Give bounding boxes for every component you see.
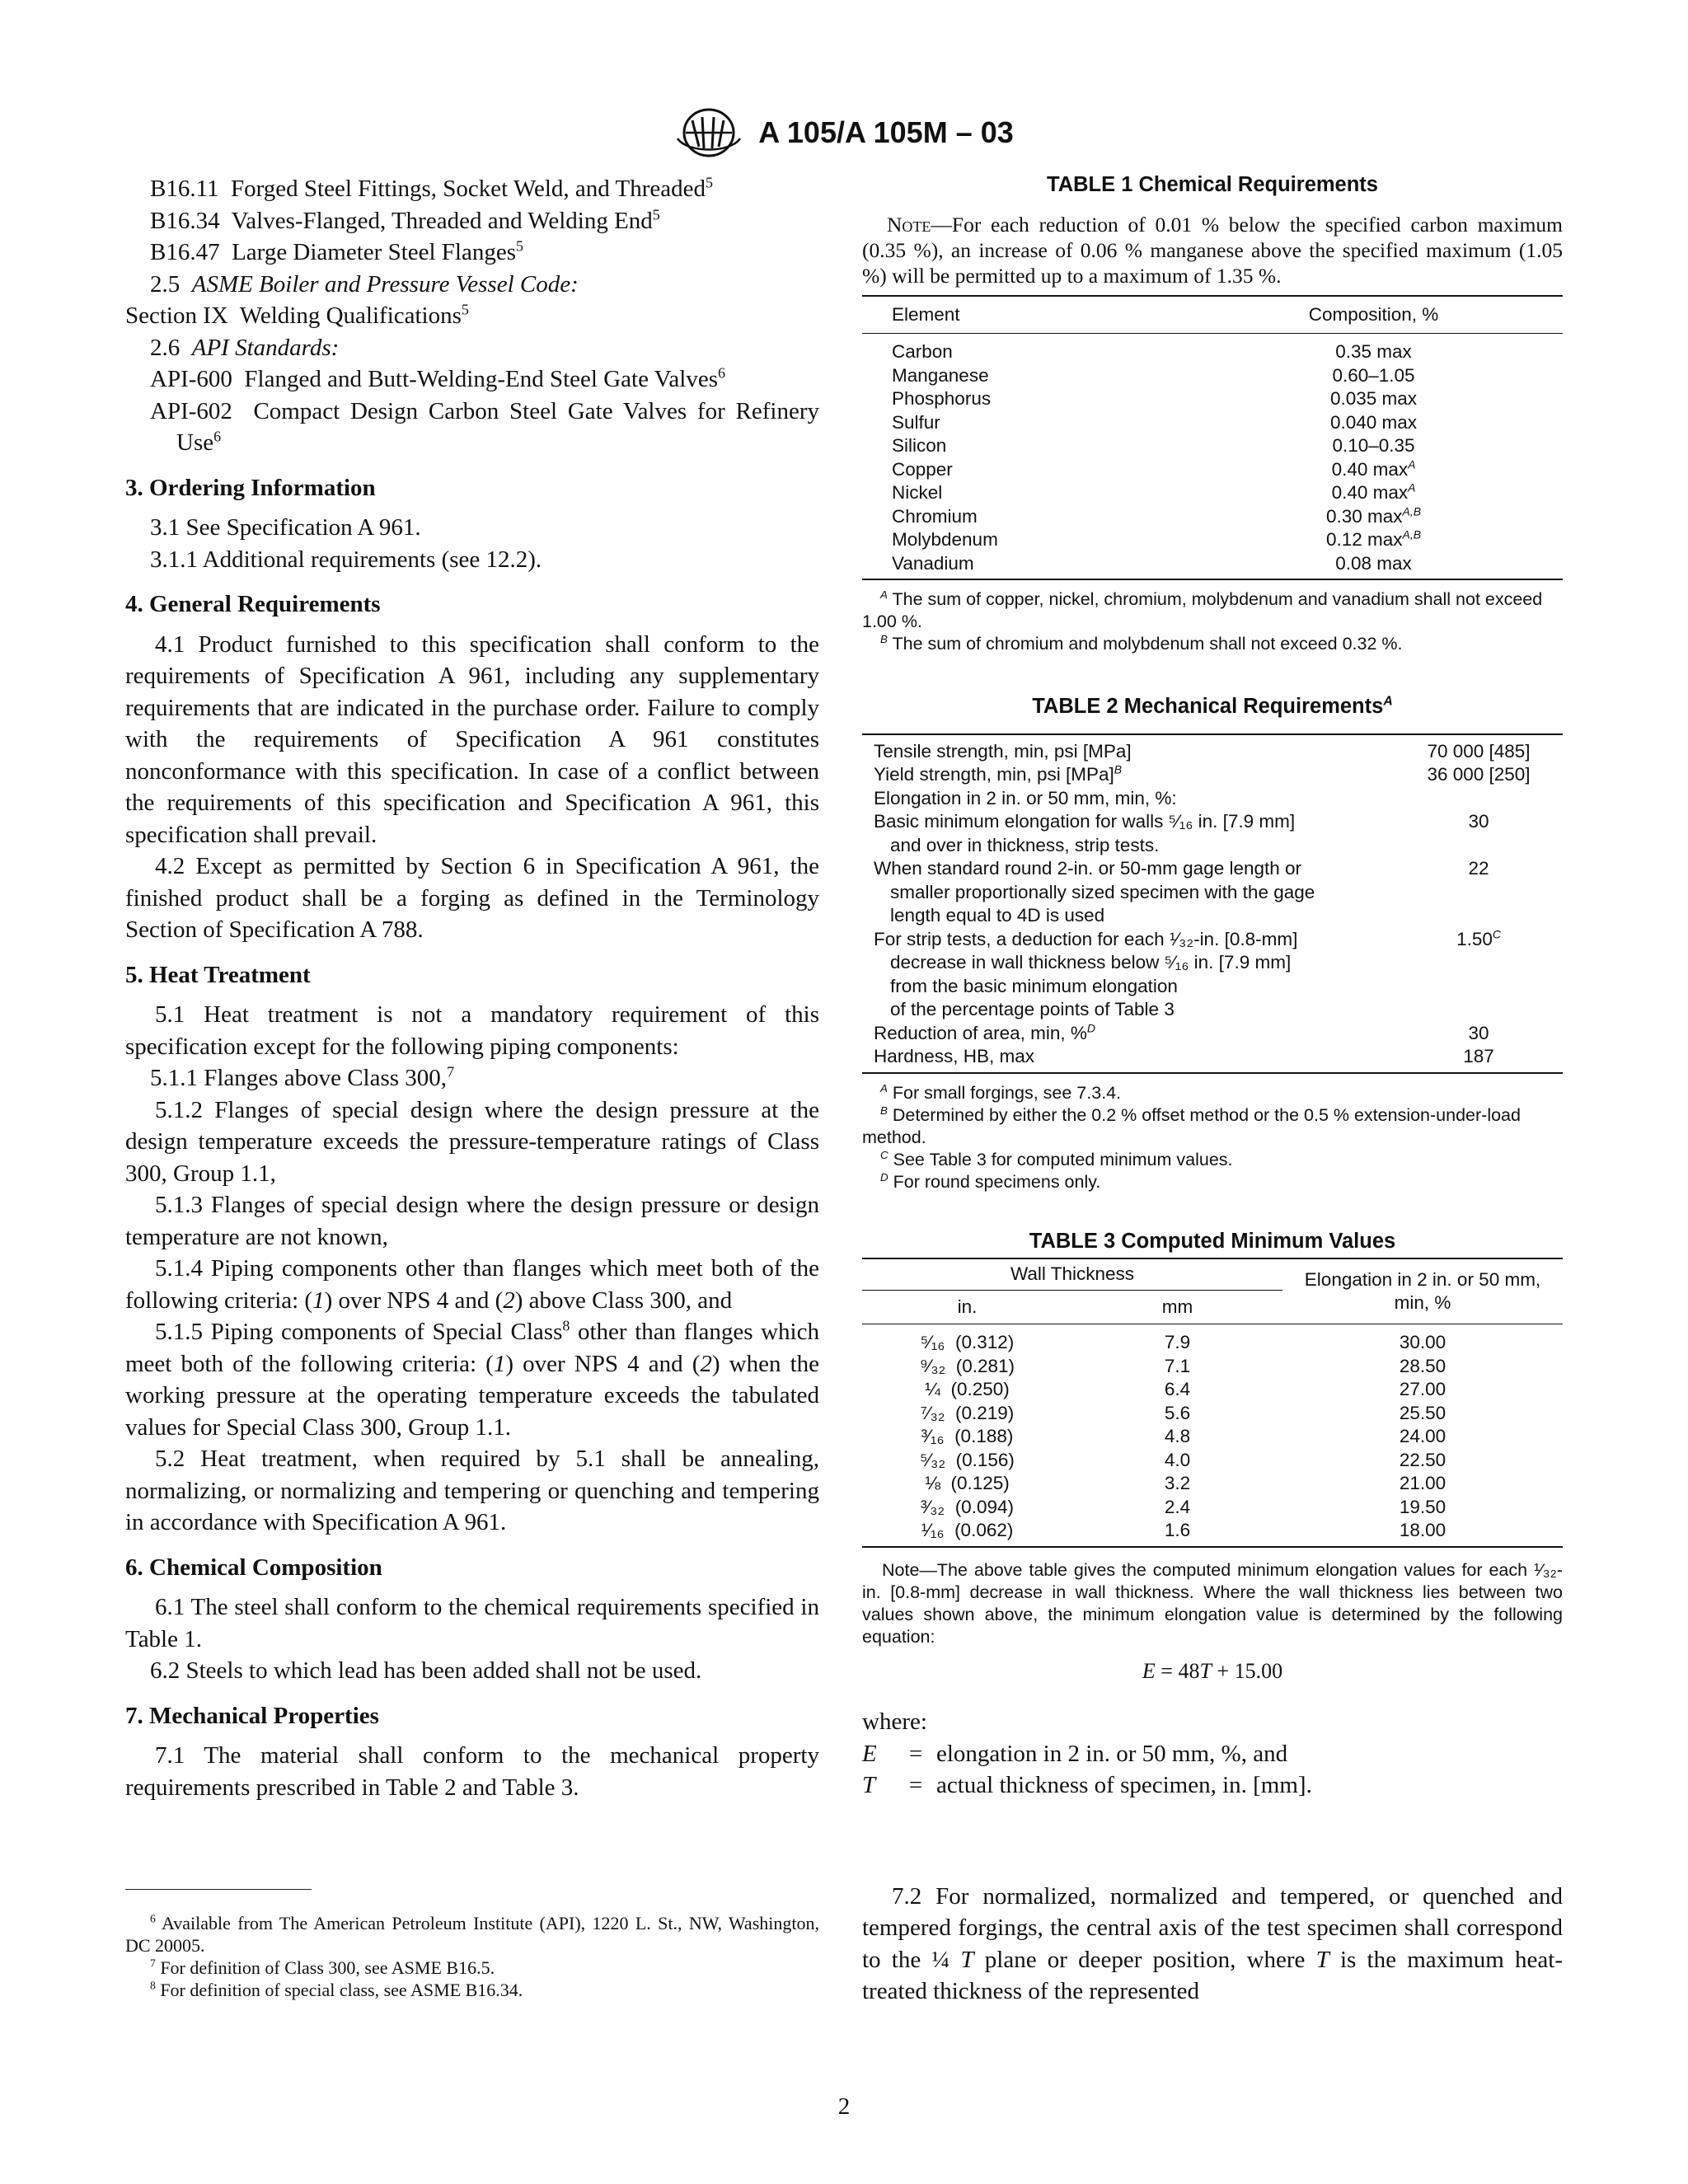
table-2: [862, 695, 1563, 1193]
footnote-8: $^8$ For definition of special class, see ASME B16.34.: [150, 1979, 523, 2000]
column-header-composition: Composition, %: [1308, 303, 1439, 325]
paragraph-3-1-1: 3.1.1 Additional requirements (see 12.2).: [150, 546, 542, 573]
paragraph-3-1: 3.1 See Specification A 961.: [150, 514, 421, 541]
table-2-footnote-a: $^A$ For small forgings, see 7.3.4.: [880, 1081, 1122, 1103]
table-1-title: TABLE 1 Chemical Requirements: [1047, 173, 1378, 196]
elongation-equation: E = 48T + 15.00: [1142, 1658, 1283, 1683]
table-row: Hardness, HB, max 187: [874, 1046, 1494, 1066]
reference-api-602: API-602 Compact Design Carbon Steel Gate Valves for Refinery Use$^6$: [150, 397, 819, 456]
table-header-row: [862, 1258, 1563, 1290]
where-label: where:: [862, 1708, 927, 1735]
table-row: Yield strength, min, psi [MPa]$^B$ 36 000 [250]: [874, 762, 1531, 785]
table-row: Manganese 0.60–1.05: [892, 364, 1415, 386]
section-heading-3: 3. Ordering Information: [125, 474, 376, 501]
reference-section-ix: Section IX Welding Qualifications$^5$: [125, 301, 469, 329]
table-row: ³⁄₃₂ (0.094) 2.4 19.50: [921, 1496, 1447, 1517]
paragraph-5-2: 5.2 Heat treatment, when required by 5.1 shall be annealing, normalizing, or normalizing and tempering or quenching and tempering in accordance with Specification A 961.: [125, 1446, 819, 1535]
table-row: Reduction of area, min, %$^D$ 30: [874, 1021, 1489, 1043]
table-row: Nickel 0.40 $\max^A$: [892, 480, 1416, 503]
table-row: For strip tests, a deduction for each ¹⁄₃₂-in. [0.8-mm] decrease in wall thickness below ⁵⁄₁₆ in. [7.9 mm] from the basic minimum elongation of the percentage points of Table 3 $1.50^C$: [874, 927, 1501, 1019]
table-2-title: TABLE 2 Mechanical Requirements$^A$: [1032, 694, 1393, 718]
table-1-footnotes: [862, 588, 1563, 655]
reference-api-600: API-600 Flanged and Butt-Welding-End Steel Gate Valves$^6$: [150, 364, 725, 392]
footnote-7: $^7$ For definition of Class 300, see ASME B16.5.: [150, 1957, 495, 1978]
paragraph-6-2: 6.2 Steels to which lead has been added shall not be used.: [150, 1657, 702, 1684]
table-1: [862, 173, 1563, 655]
column-group-wall-thickness: Wall Thickness: [862, 1258, 1282, 1290]
table-row: Carbon 0.35 max: [892, 341, 1412, 362]
table-row: ¹⁄₁₆ (0.062) 1.6 18.00: [921, 1520, 1447, 1540]
table-row: Basic minimum elongation for walls ⁵⁄₁₆ in. [7.9 mm] and over in thickness, strip tests. 30: [874, 811, 1489, 855]
page-header: [0, 105, 1688, 160]
table-row: Tensile strength, min, psi [MPa] 70 000 [485]: [874, 740, 1531, 762]
table-row: ⁷⁄₃₂ (0.219) 5.6 25.50: [920, 1402, 1447, 1423]
table-3-note: Note—The above table gives the computed minimum elongation values for each ¹⁄₃₂-in. [0.8-mm] decrease in wall thickness. Where the wall thickness lies between two values shown above, the minimum elongation value is determined by the following equation:: [862, 1559, 1563, 1647]
section-heading-4: 4. General Requirements: [125, 591, 381, 617]
paragraph-4-2: 4.2 Except as permitted by Section 6 in Specification A 961, the finished product shall be a forging as defined in the Terminology Section of Specification A 788.: [125, 853, 819, 943]
table-3-title: TABLE 3 Computed Minimum Values: [1029, 1229, 1396, 1253]
table-row: Silicon 0.10–0.35: [892, 435, 1415, 456]
paragraph-5-1-3: 5.1.3 Flanges of special design where the design pressure or design temperature are not known,: [125, 1192, 819, 1250]
table-1-note: Note—For each reduction of 0.01 % below the specified carbon maximum (0.35 %), an increase of 0.06 % manganese above the specified maximum (1.05 %) will be permitted up to a maximum of 1.35 %.: [862, 212, 1563, 288]
section-2-6: 2.6 API Standards:: [150, 334, 340, 361]
table-row: Phosphorus 0.035 max: [892, 388, 1418, 409]
left-column: [125, 173, 820, 1803]
column-header-elongation: Elongation in 2 in. or 50 mm, min, %: [1282, 1258, 1563, 1324]
table-row: Sulfur 0.040 max: [892, 411, 1418, 433]
equation-definitions: [862, 1706, 1563, 1802]
table-row: Elongation in 2 in. or 50 mm, min, %:: [874, 787, 1177, 808]
footnote-6: $^6$ Available from The American Petroleum Institute (API), 1220 L. St., NW, Washington, DC 20005.: [125, 1912, 819, 1956]
table-row: When standard round 2-in. or 50-mm gage length or smaller proportionally sized specimen with the gage length equal to 4D is used 22: [874, 858, 1489, 926]
right-column: [862, 173, 1563, 2008]
column-header-element: Element: [892, 303, 960, 325]
page-number: 2: [837, 2093, 851, 2120]
definition-e: E = elongation in 2 in. or 50 mm, %, and: [862, 1740, 1288, 1767]
table-row: Vanadium 0.08 max: [862, 552, 1563, 580]
paragraph-6-1: 6.1 The steel shall conform to the chemical requirements specified in Table 1.: [125, 1594, 819, 1652]
section-heading-6: 6. Chemical Composition: [125, 1554, 382, 1581]
table-3-grid: [862, 1258, 1563, 1548]
page-footnotes: [125, 1912, 819, 2001]
table-2-grid: [862, 733, 1563, 1074]
definition-t: T = actual thickness of specimen, in. [mm].: [862, 1772, 1312, 1798]
section-heading-7: 7. Mechanical Properties: [125, 1702, 379, 1729]
table-row: ⁵⁄₃₂ (0.156) 4.0 22.50: [920, 1449, 1447, 1470]
paragraph-5-1: 5.1 Heat treatment is not a mandatory requirement of this specification except for the following piping components:: [125, 1001, 819, 1060]
section-2-5: 2.5 ASME Boiler and Pressure Vessel Code:: [150, 270, 579, 298]
table-1-footnote-a: $^A$ The sum of copper, nickel, chromium, molybdenum and vanadium shall not exceed 1.00 %.: [862, 588, 1543, 631]
table-row: ¼ (0.250) 6.4 27.00: [925, 1379, 1447, 1399]
paragraph-7-1: 7.1 The material shall conform to the mechanical property requirements prescribed in Table 2 and Table 3.: [125, 1742, 819, 1801]
reference-b16-47: B16.47 Large Diameter Steel Flanges$^5$: [150, 237, 524, 265]
reference-b16-11: B16.11 Forged Steel Fittings, Socket Weld, and Threaded$^5$: [150, 174, 713, 202]
reference-b16-34: B16.34 Valves-Flanged, Threaded and Welding End$^5$: [150, 205, 660, 234]
column-header-mm: mm: [1072, 1290, 1282, 1324]
table-3: [862, 1230, 1563, 1684]
table-1-grid: [862, 295, 1563, 581]
table-2-footnotes: [862, 1082, 1563, 1193]
table-1-footnote-b: $^B$ The sum of chromium and molybdenum shall not exceed 0.32 %.: [880, 632, 1403, 654]
table-3-body: [862, 1324, 1563, 1547]
paragraph-5-1-2: 5.1.2 Flanges of special design where the design pressure at the design temperature exceeds the pressure-temperature ratings of Class 300, Group 1.1,: [125, 1096, 819, 1187]
standard-designation: A 105/A 105M – 03: [758, 115, 1014, 149]
column-header-in: in.: [862, 1290, 1072, 1324]
table-row: ⅛ (0.125) 3.2 21.00: [925, 1473, 1447, 1493]
astm-logo-icon: [674, 105, 743, 160]
table-2-footnote-b: $^B$ Determined by either the 0.2 % offset method or the 0.5 % extension-under-load method.: [862, 1104, 1521, 1147]
paragraph-5-1-5: 5.1.5 Piping components of Special Class$^8$ other than flanges which meet both of the following criteria: (1) over NPS 4 and (2) when the working pressure at the operating temperature exceeds the tabulated values for Special Class 300, Group 1.1.: [125, 1317, 820, 1441]
table-row: ⁵⁄₁₆ (0.312) 7.9 30.00: [920, 1332, 1447, 1352]
table-2-footnote-d: $^D$ For round specimens only.: [880, 1170, 1101, 1192]
table-2-footnote-c: $^C$ See Table 3 for computed minimum values.: [880, 1148, 1233, 1169]
table-row: ³⁄₁₆ (0.188) 4.8 24.00: [921, 1426, 1447, 1446]
paragraph-7-2: 7.2 For normalized, normalized and tempered, or quenched and tempered forgings, the central axis of the test specimen shall correspond to the ¼ T plane or deeper position, where T is the maximum heat-treated thickness of the represented: [862, 1882, 1563, 2004]
table-header-row: [862, 296, 1563, 334]
paragraph-5-1-4: 5.1.4 Piping components other than flanges which meet both of the following criteria: (1) over NPS 4 and (2) above Class 300, and: [125, 1255, 819, 1314]
table-1-body: [862, 334, 1563, 580]
table-row: Chromium 0.30 $\max^{A,B}$: [892, 504, 1422, 527]
section-heading-5: 5. Heat Treatment: [125, 961, 311, 988]
paragraph-5-1-1: 5.1.1 Flanges above Class 300,$^7$: [150, 1063, 455, 1091]
paragraph-4-1: 4.1 Product furnished to this specification shall conform to the requirements of Specification A 961, including any supplementary requirements that are indicated in the purchase order. Failure to comply with the requirements of Specification A 961 constitutes nonconformance with this specification. In case of a conflict between the requirements of this specification and Specification A 961, this specification shall prevail.: [125, 630, 819, 848]
footnote-rule: [125, 1889, 312, 1890]
table-row: Molybdenum 0.12 $\max^{A,B}$: [892, 527, 1422, 550]
table-row: ⁹⁄₃₂ (0.281) 7.1 28.50: [919, 1355, 1447, 1376]
table-row: Copper 0.40 $\max^A$: [892, 457, 1416, 480]
